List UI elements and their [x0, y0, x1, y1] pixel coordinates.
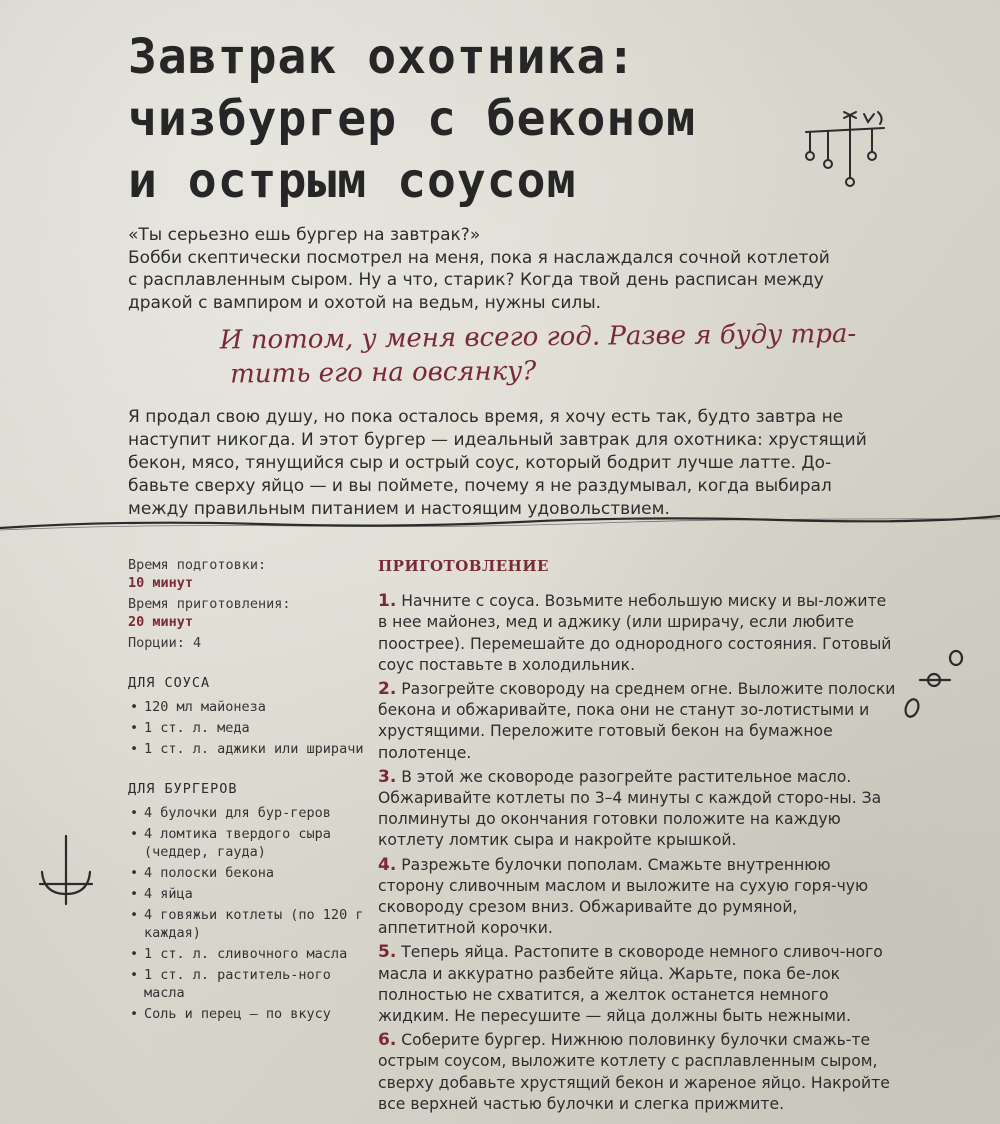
steps-heading: ПРИГОТОВЛЕНИЕ	[378, 557, 549, 575]
step-item	[378, 767, 898, 852]
burgers-heading: ДЛЯ БУРГЕРОВ	[128, 781, 238, 797]
story-line: между правильным питанием и настоящим удовольствием.	[128, 499, 670, 519]
prep-time-value: 10 минут	[128, 575, 194, 591]
intro-line: «Ты серьезно ешь бургер на завтрак?»	[128, 225, 481, 245]
title-line-2: чизбургер с беконом	[128, 91, 697, 147]
step-text: Соберите бургер. Нижнюю половинку булочки смажь-те острым соусом, выложите котлету с расплавленным сыром, сверху добавьте хрустящий бекон и жареное яйцо. Накройте все верхней частью булочки и слегка прижмите.	[378, 1031, 890, 1113]
step-number: 4.	[378, 854, 397, 875]
occult-symbol-icon	[800, 108, 892, 192]
list-item: • 4 ломтика твердого сыра (чеддер, гауда)	[128, 825, 368, 861]
story-text	[128, 406, 888, 521]
step-text: В этой же сковороде разогрейте растительное масло. Обжаривайте котлеты по 3–4 минуты с каждой сторо-ны. За полминуты до окончания готовки положите на каждую котлету ломтик сыра и накройте крышкой.	[378, 767, 882, 850]
intro-line: дракой с вампиром и охотой на ведьм, нужны силы.	[128, 292, 602, 313]
list-item: • 1 ст. л. меда	[128, 719, 368, 737]
story-line: наступит никогда. И этот бургер — идеальный завтрак для охотника: хрустящий	[128, 430, 867, 450]
step-number: 1.	[378, 591, 397, 612]
step-item	[378, 942, 898, 1027]
note-line: тить его на овсянку?	[230, 356, 537, 390]
servings	[128, 634, 368, 652]
cook-time-value: 20 минут	[128, 614, 194, 630]
section-divider	[0, 510, 1000, 540]
handwritten-note	[220, 316, 901, 391]
servings-value: 4	[193, 635, 202, 651]
step-text: Теперь яйца. Растопите в сковороде немного сливоч-ного масла и аккуратно разбейте яйца. Жарьте, пока бе-лок полностью не схватится, а желток останется немного жидким. Не пересушите — яйца должны быть нежными.	[378, 943, 883, 1026]
story-line: Я продал свою душу, но пока осталось время, я хочу есть так, будто завтра не	[128, 407, 844, 427]
note-line: И потом, у меня всего год. Разве я буду тра-	[219, 318, 857, 356]
list-item: • 4 полоски бекона	[128, 864, 368, 882]
title-line-1: Завтрак охотника:	[128, 29, 637, 85]
burger-ingredients	[128, 804, 368, 1023]
list-item: • 1 ст. л. раститель-ного масла	[128, 966, 368, 1002]
servings-label: Порции:	[128, 635, 185, 651]
step-number: 6.	[378, 1030, 397, 1051]
cook-time-label: Время приготовления:	[128, 596, 291, 612]
step-text: Начните с соуса. Возьмите небольшую миску и вы-ложите в нее майонез, мед и аджику (или шрирачу, если любите поострее). Перемешайте до однородного состояния. Готовый соус поставьте в холодильник.	[378, 592, 892, 674]
list-item: • 1 ст. л. сливочного масла	[128, 945, 368, 963]
prep-time	[128, 556, 368, 592]
story-line: бавьте сверху яйцо — и вы поймете, почему я не раздумывал, когда выбирал	[128, 476, 832, 496]
story-line: бекон, мясо, тянущийся сыр и острый соус, который бодрит лучше латте. До-	[128, 453, 832, 473]
list-item: • 1 ст. л. аджики или шрирачи	[128, 740, 368, 758]
list-item: • 4 булочки для бур-геров	[128, 804, 368, 822]
step-number: 5.	[378, 942, 397, 963]
circles-doodle-icon	[896, 644, 976, 724]
step-item	[378, 1030, 898, 1115]
sauce-ingredients	[128, 698, 368, 758]
page-title	[128, 26, 788, 212]
step-text: Разрежьте булочки пополам. Смажьте внутреннюю сторону сливочным маслом и выложите на сухую горя-чую сковороду срезом вниз. Обжаривайте до румяной, аппетитной корочки.	[378, 855, 869, 938]
sauce-heading: ДЛЯ СОУСА	[128, 675, 211, 691]
recipe-meta	[128, 556, 368, 1026]
intro-line: Бобби скептически посмотрел на меня, пока я наслаждался сочной котлетой	[128, 247, 830, 268]
preparation-steps	[378, 556, 898, 1118]
step-item	[378, 591, 898, 676]
step-number: 2.	[378, 679, 397, 700]
intro-text	[128, 224, 868, 314]
trident-symbol-icon	[36, 832, 96, 912]
list-item: • Соль и перец — по вкусу	[128, 1005, 368, 1023]
step-item	[378, 679, 898, 764]
title-line-3: и острым соусом	[128, 153, 577, 209]
step-text: Разогрейте сковороду на среднем огне. Выложите полоски бекона и обжаривайте, пока они не станут зо-лотистыми и хрустящими. Переложите готовый бекон на бумажное полотенце.	[378, 680, 896, 762]
prep-time-label: Время подготовки:	[128, 557, 267, 573]
step-number: 3.	[378, 766, 397, 787]
intro-line: с расплавленным сыром. Ну а что, старик? Когда твой день расписан между	[128, 270, 824, 290]
step-item	[378, 855, 898, 940]
cook-time	[128, 595, 368, 631]
list-item: • 4 говяжьи котлеты (по 120 г каждая)	[128, 906, 368, 942]
list-item: • 120 мл майонеза	[128, 698, 368, 716]
list-item: • 4 яйца	[128, 885, 368, 903]
